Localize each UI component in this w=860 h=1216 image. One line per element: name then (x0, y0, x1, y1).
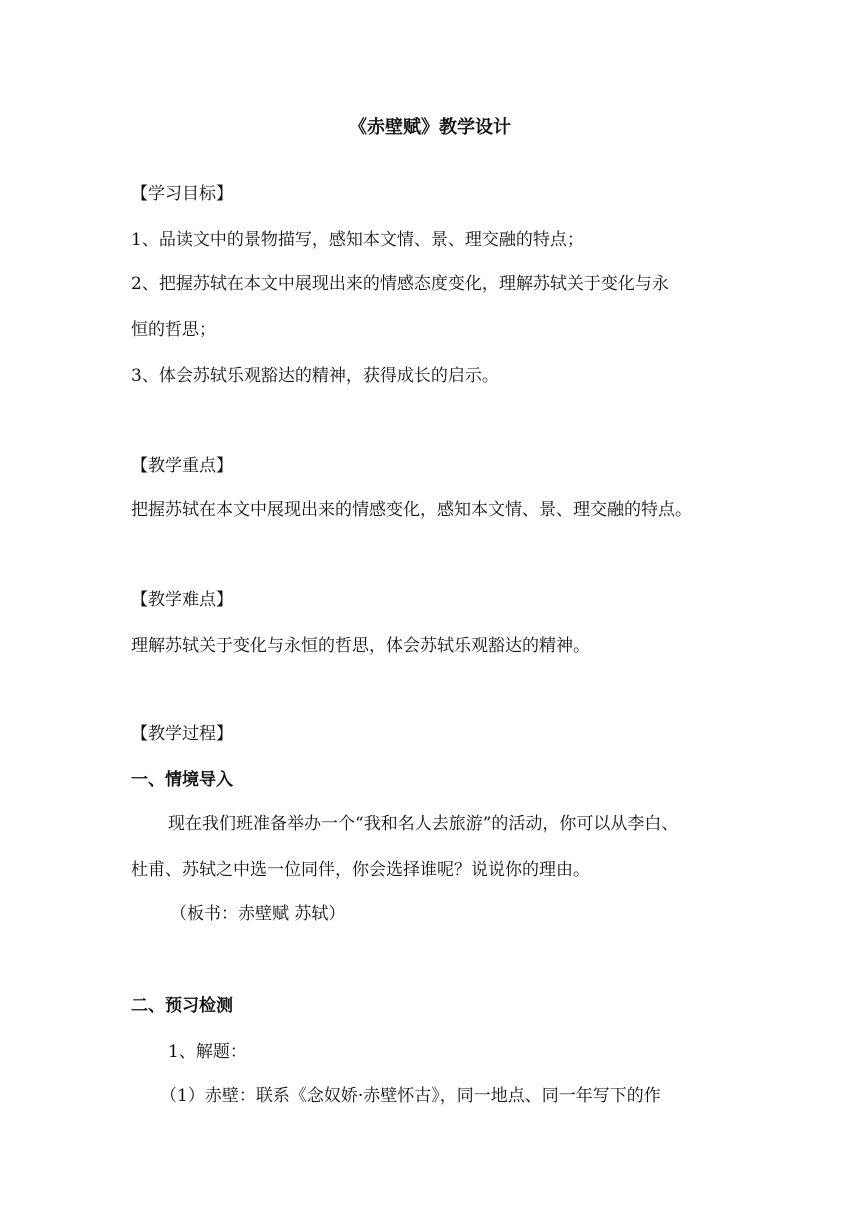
board-note: （板书：赤壁赋 苏轼） (170, 904, 346, 924)
section-heading-difficulties: 【教学难点】 (131, 590, 233, 610)
goal-item-1: 1、品读文中的景物描写，感知本文情、景、理交融的特点； (131, 230, 584, 250)
part2-sub1: 1、解题： (168, 1042, 247, 1062)
part2-heading: 二、预习检测 (131, 996, 233, 1016)
section-heading-process: 【教学过程】 (131, 724, 233, 744)
goal-item-2-continued: 恒的哲思； (131, 320, 216, 340)
difficulties-text: 理解苏轼关于变化与永恒的哲思，体会苏轼乐观豁达的精神。 (131, 636, 590, 656)
section-heading-goals: 【学习目标】 (131, 184, 233, 204)
part2-sub1-item1: （1）赤壁：联系《念奴娇·赤壁怀古》，同一地点、同一年写下的作 (160, 1086, 661, 1106)
part1-heading: 一、情境导入 (131, 770, 233, 790)
part1-paragraph-line2: 杜甫、苏轼之中选一位同伴，你会选择谁呢？说说你的理由。 (131, 860, 590, 880)
goal-item-3: 3、体会苏轼乐观豁达的精神，获得成长的启示。 (131, 366, 499, 386)
document-title: 《赤壁赋》教学设计 (349, 117, 511, 138)
goal-item-2: 2、把握苏轼在本文中展现出来的情感态度变化，理解苏轼关于变化与永 (131, 274, 669, 294)
part1-paragraph-line1: 现在我们班准备举办一个“我和名人去旅游”的活动，你可以从李白、 (168, 814, 679, 834)
section-heading-keypoints: 【教学重点】 (131, 456, 233, 476)
keypoints-text: 把握苏轼在本文中展现出来的情感变化，感知本文情、景、理交融的特点。 (131, 500, 692, 520)
